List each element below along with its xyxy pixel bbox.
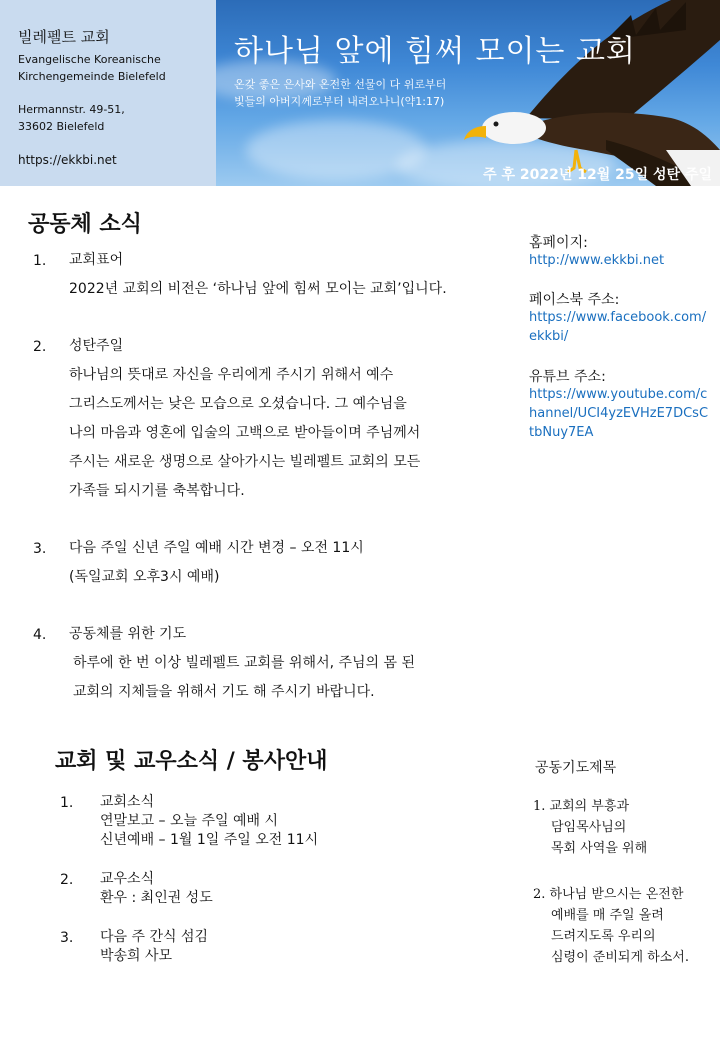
news-item-line: 나의 마음과 영혼에 입술의 고백으로 받아들이며 주님께서: [69, 425, 421, 441]
church-name: 빌레펠트 교회: [18, 28, 110, 46]
banner-image: [216, 0, 720, 186]
church-news-number: 1.: [60, 795, 74, 811]
news-item-title: 다음 주일 신년 주일 예배 시간 변경 – 오전 11시: [69, 540, 364, 556]
facebook-link[interactable]: https://www.facebook.com/ekkbi/: [529, 310, 707, 344]
prayer-item-line: 심령이 준비되게 하소서.: [551, 950, 689, 965]
homepage-label: 홈페이지:: [529, 235, 588, 251]
news-item-line: 그리스도께서는 낮은 모습으로 오셨습니다. 그 예수님을: [69, 396, 407, 412]
church-news-line: 다음 주 간식 섬김: [100, 929, 209, 945]
church-address-2: 33602 Bielefeld: [18, 120, 105, 133]
news-item-number: 4.: [33, 627, 47, 643]
banner-verse: [234, 76, 446, 110]
news-item-line: 하나님의 뜻대로 자신을 우리에게 주시기 위해서 예수: [69, 367, 394, 383]
church-news-number: 3.: [60, 930, 74, 946]
church-news-heading: 교회 및 교우소식 / 봉사안내: [55, 749, 328, 774]
community-news-heading: 공동체 소식: [28, 212, 142, 237]
news-item-title: 성탄주일: [69, 338, 124, 354]
homepage-link[interactable]: http://www.ekkbi.net: [529, 253, 665, 268]
church-german-name-1: Evangelische Koreanische: [18, 53, 161, 66]
church-website[interactable]: https://ekkbi.net: [18, 153, 117, 167]
banner-verse-line-1: 온갖 좋은 은사와 온전한 선물이 다 위로부터: [234, 78, 447, 91]
news-item-line: 교회의 지체들을 위해서 기도 해 주시기 바랍니다.: [73, 684, 375, 700]
bulletin-header: [0, 0, 720, 186]
church-news-line: 교우소식: [100, 871, 155, 887]
church-news-line: 신년예배 – 1월 1일 주일 오전 11시: [100, 832, 319, 848]
news-item-number: 2.: [33, 339, 47, 355]
news-item-line: 하루에 한 번 이상 빌레펠트 교회를 위해서, 주님의 몸 된: [73, 655, 416, 671]
church-news-line: 연말보고 – 오늘 주일 예배 시: [100, 813, 279, 829]
youtube-link[interactable]: https://www.youtube.com/channel/UCI4yzEVHzE7DCsCtbNuy7EA: [529, 387, 709, 440]
prayer-item-line: 드려지도록 우리의: [551, 929, 656, 944]
church-news-line: 박송희 사모: [100, 948, 173, 964]
church-german-name-2: Kirchengemeinde Bielefeld: [18, 70, 166, 83]
news-item-line: (독일교회 오후3시 예배): [69, 569, 220, 585]
church-news-line: 환우 : 최인권 성도: [100, 890, 213, 906]
banner-verse-line-2: 빛들의 아버지께로부터 내려오나니(약1:17): [234, 95, 445, 108]
church-news-number: 2.: [60, 872, 74, 888]
church-address-1: Hermannstr. 49-51,: [18, 103, 125, 116]
service-date: 주 후 2022년 12월 25일 성탄 주일: [483, 167, 712, 183]
news-item-line: 2022년 교회의 비전은 ‘하나님 앞에 힘써 모이는 교회’입니다.: [69, 281, 447, 297]
prayer-item-line: 1. 교회의 부흥과: [533, 799, 630, 814]
youtube-label: 유튜브 주소:: [529, 369, 606, 385]
banner-title: 하나님 앞에 힘써 모이는 교회: [234, 34, 636, 69]
prayer-item-line: 담임목사님의: [551, 820, 627, 835]
facebook-label: 페이스북 주소:: [529, 292, 620, 308]
news-item-title: 교회표어: [69, 252, 124, 268]
prayer-item-line: 목회 사역을 위해: [551, 841, 648, 856]
news-item-title: 공동체를 위한 기도: [69, 626, 187, 642]
news-item-line: 주시는 새로운 생명으로 살아가시는 빌레펠트 교회의 모든: [69, 454, 421, 470]
church-news-line: 교회소식: [100, 794, 155, 810]
church-info-box: [0, 0, 216, 186]
prayer-item-line: 예배를 매 주일 올려: [551, 908, 664, 923]
prayer-item-line: 2. 하나님 받으시는 온전한: [533, 887, 684, 902]
news-item-number: 1.: [33, 253, 47, 269]
news-item-line: 가족들 되시기를 축복합니다.: [69, 483, 245, 499]
prayer-topics-heading: 공동기도제목: [535, 760, 617, 776]
news-item-number: 3.: [33, 541, 47, 557]
